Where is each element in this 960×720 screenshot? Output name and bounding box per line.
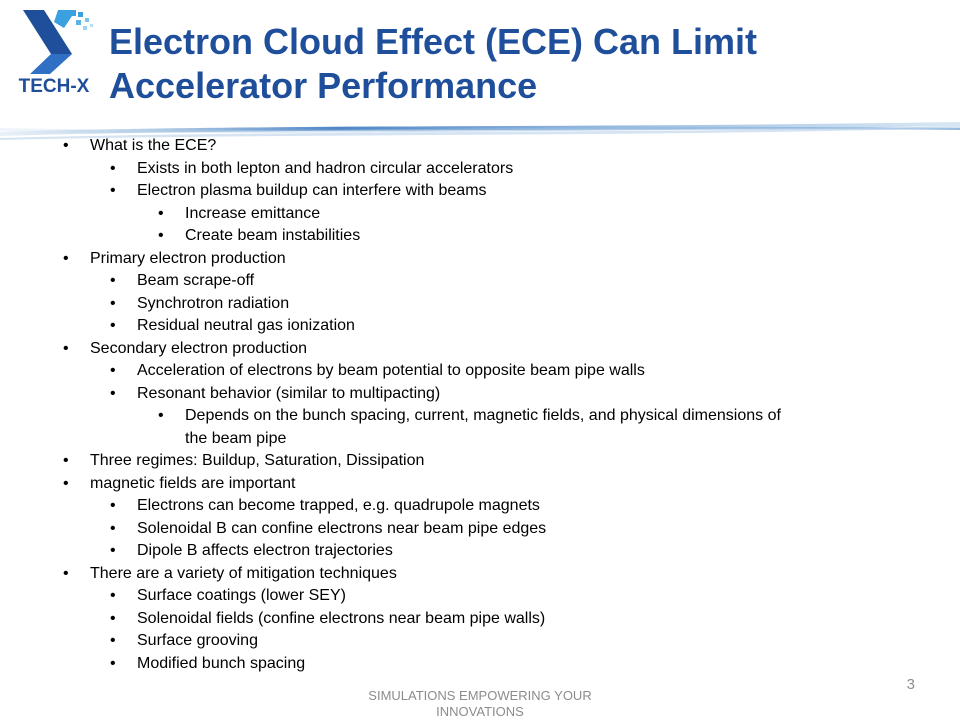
bullet-level-2 (110, 585, 346, 607)
bullet-level-1 (63, 135, 217, 157)
bullet-level-2 (110, 608, 546, 630)
bullet-text: Increase emittance (185, 204, 321, 222)
bullet-text: Exists in both lepton and hadron circular accelerators (137, 159, 514, 177)
bullet-level-1 (63, 450, 425, 472)
bullet-text: There are a variety of mitigation techniques (90, 564, 397, 582)
bullet-text: Modified bunch spacing (137, 654, 306, 672)
bullet-dot-icon: • (110, 542, 116, 559)
bullet-dot-icon: • (110, 519, 116, 537)
bullet-level-1 (63, 338, 308, 360)
bullet-level-2 (110, 653, 306, 675)
bullet-dot-icon: • (158, 227, 164, 244)
bullet-level-2 (110, 495, 540, 517)
bullet-text: Create beam instabilities (185, 227, 361, 244)
bullet-dot-icon: • (110, 654, 116, 672)
bullet-level-2 (110, 180, 487, 202)
logo-wordmark: TECH-X (18, 76, 90, 96)
bullet-dot-icon: • (110, 587, 116, 604)
bullet-text: Depends on the bunch spacing, current, magnetic fields, and physical dimensions of (185, 407, 781, 424)
bullet-level-2 (110, 293, 290, 315)
bullet-dot-icon: • (110, 182, 116, 199)
bullet-text: Solenoidal B can confine electrons near beam pipe edges (137, 519, 547, 537)
bullet-dot-icon: • (110, 159, 116, 177)
bullet-level-2 (110, 315, 355, 337)
bullet-level-3 (185, 428, 286, 450)
bullet-text: Resonant behavior (similar to multipacting) (137, 384, 441, 402)
bullet-text: magnetic fields are important (90, 474, 296, 492)
bullet-dot-icon: • (158, 204, 164, 222)
bullet-dot-icon: • (63, 564, 69, 582)
bullet-level-2 (110, 158, 514, 180)
bullet-level-3 (158, 225, 361, 247)
bullet-text: Synchrotron radiation (137, 294, 290, 312)
bullet-text: Acceleration of electrons by beam potential to opposite beam pipe walls (137, 362, 645, 379)
bullet-level-2 (110, 518, 547, 540)
bullet-dot-icon: • (110, 294, 116, 312)
bullet-text: Primary electron production (90, 249, 286, 267)
bullet-level-3 (158, 405, 781, 427)
bullet-dot-icon: • (110, 632, 116, 649)
slide-title-line-1: Electron Cloud Effect (ECE) Can Limit (109, 21, 758, 62)
bullet-level-2 (110, 360, 645, 382)
footer-line-2: INNOVATIONS (436, 704, 524, 719)
bullet-text: Residual neutral gas ionization (137, 317, 355, 334)
bullet-level-3 (158, 203, 321, 225)
bullet-dot-icon: • (63, 474, 69, 492)
page-number: 3 (906, 676, 915, 693)
bullet-level-2 (110, 270, 255, 292)
bullet-level-2 (110, 383, 441, 405)
bullet-text: Dipole B affects electron trajectories (137, 542, 393, 559)
bullet-text: Beam scrape-off (137, 272, 255, 289)
bullet-level-1 (63, 248, 286, 270)
bullet-dot-icon: • (110, 272, 116, 289)
tech-x-logo (6, 4, 102, 96)
bullet-text: Secondary electron production (90, 339, 308, 357)
bullet-level-1 (63, 563, 397, 585)
bullet-dot-icon: • (158, 407, 164, 424)
bullet-level-2 (110, 540, 393, 562)
bullet-text: Three regimes: Buildup, Saturation, Dissipation (90, 452, 425, 469)
bullet-dot-icon: • (110, 497, 116, 514)
bullet-text: Surface coatings (lower SEY) (137, 587, 346, 604)
bullet-dot-icon: • (110, 362, 116, 379)
bullet-text: Electrons can become trapped, e.g. quadrupole magnets (137, 497, 540, 514)
bullet-dot-icon: • (110, 384, 116, 402)
bullet-text: the beam pipe (185, 429, 287, 447)
tech-x-logo-mark (6, 4, 102, 96)
bullet-text: Electron plasma buildup can interfere with beams (137, 182, 487, 199)
bullet-level-2 (110, 630, 258, 652)
bullet-level-1 (63, 473, 296, 495)
bullet-text: Surface grooving (137, 632, 258, 649)
bullet-dot-icon: • (110, 609, 116, 627)
bullet-dot-icon: • (63, 249, 69, 267)
bullet-dot-icon: • (63, 339, 69, 357)
footer-tagline (335, 688, 625, 720)
bullet-text: Solenoidal fields (confine electrons near beam pipe walls) (137, 609, 546, 627)
footer-line-1: SIMULATIONS EMPOWERING YOUR (368, 688, 592, 703)
slide-title (109, 20, 939, 108)
bullet-text: What is the ECE? (90, 137, 217, 154)
bullet-dot-icon: • (63, 452, 69, 469)
slide-title-line-2: Accelerator Performance (109, 65, 538, 106)
bullet-dot-icon: • (110, 317, 116, 334)
bullet-dot-icon: • (63, 137, 69, 154)
